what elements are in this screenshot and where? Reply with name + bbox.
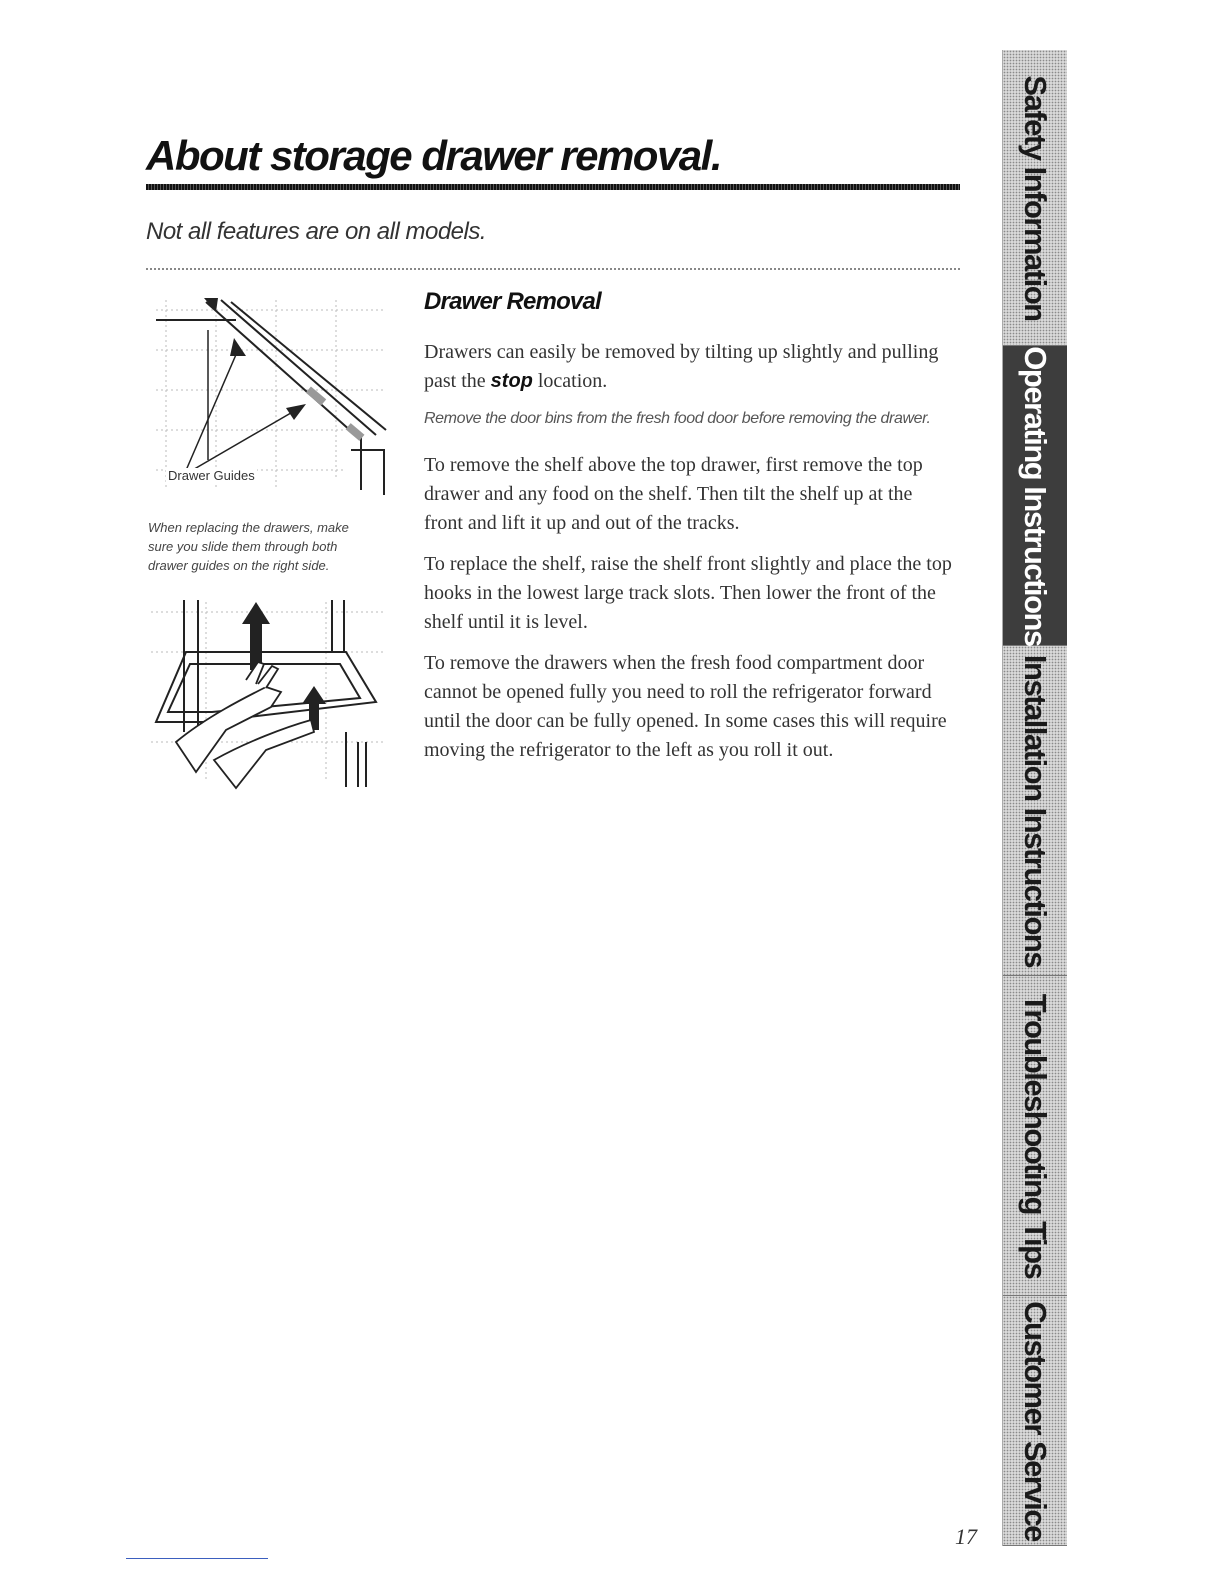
tab-customer-service[interactable] xyxy=(1003,1296,1067,1546)
stop-emphasis: stop xyxy=(490,370,533,392)
page-number: 17 xyxy=(955,1524,977,1549)
footer-rule xyxy=(126,1558,268,1559)
drawer-guides-illustration xyxy=(146,290,391,500)
tab-label: Customer Service xyxy=(1018,1300,1053,1541)
drawer-guides-label: Drawer Guides xyxy=(168,468,255,483)
section-heading: Drawer Removal xyxy=(424,288,601,315)
subtitle-divider xyxy=(146,268,960,270)
page-subtitle: Not all features are on all models. xyxy=(146,218,487,245)
title-rule xyxy=(146,184,960,190)
paragraph-drawer-removal xyxy=(424,338,954,396)
tab-label: Installation Instructions xyxy=(1018,654,1053,967)
tab-installation-instructions[interactable] xyxy=(1003,646,1067,976)
paragraph-remove-shelf: To remove the shelf above the top drawer, first remove the top drawer and any food on the shelf. Then tilt the shelf up at the front and lift it up and out of the tracks. xyxy=(424,454,923,534)
tab-operating-instructions[interactable] xyxy=(1003,346,1067,646)
drawer-removal-drawing xyxy=(146,592,391,792)
paragraph-roll-refrigerator: To remove the drawers when the fresh food compartment door cannot be opened fully you need to roll the refrigerator forward until the door can be fully opened. In some cases this will require moving the refrigerator to the left as you roll it out. xyxy=(424,652,947,761)
paragraph-text: location. xyxy=(537,370,608,392)
page-title: About storage drawer removal. xyxy=(146,132,721,179)
paragraph-text: Drawers can easily be removed by tilting up slightly and pulling past the xyxy=(424,341,939,392)
drawer-removal-illustration xyxy=(146,592,391,792)
tab-troubleshooting-tips[interactable] xyxy=(1003,976,1067,1296)
tab-label: Troubleshooting Tips xyxy=(1018,993,1053,1278)
section-tabs xyxy=(1002,50,1067,1546)
body-column xyxy=(424,338,954,777)
tab-label: Operating Instructions xyxy=(1018,345,1053,646)
paragraph-replace-shelf: To replace the shelf, raise the shelf front slightly and place the top hooks in the lowest large track slots. Then lower the front of the shelf until it is level. xyxy=(424,553,952,633)
figure-caption: When replacing the drawers, make sure you slide them through both drawer guides on the right side. xyxy=(148,520,349,573)
tab-label: Safety Information xyxy=(1018,74,1053,321)
note-remove-door-bins: Remove the door bins from the fresh food door before removing the drawer. xyxy=(424,410,931,427)
tab-safety-information[interactable] xyxy=(1003,50,1067,346)
